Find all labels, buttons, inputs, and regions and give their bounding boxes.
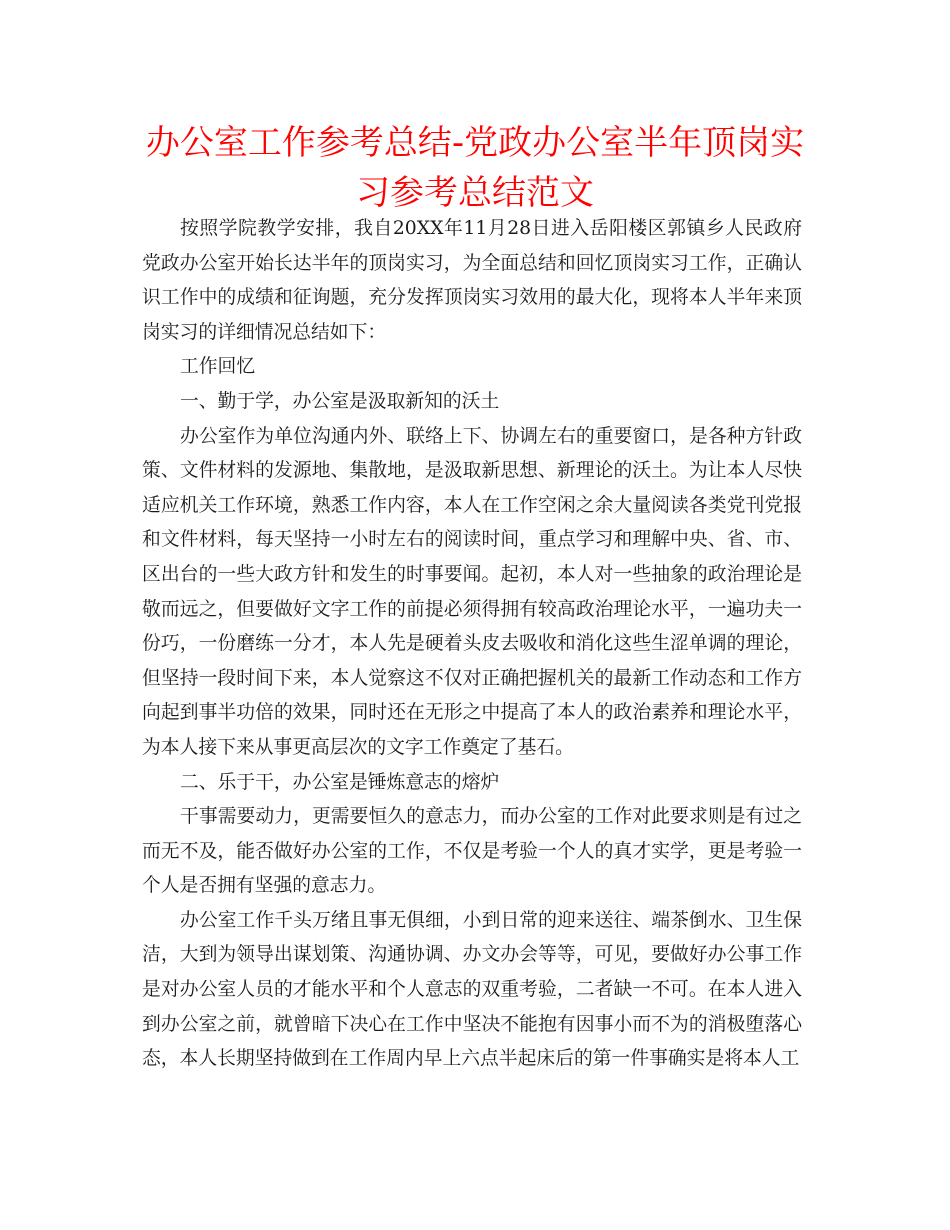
document-title: 办公室工作参考总结-党政办公室半年顶岗实习参考总结范文 xyxy=(145,123,805,213)
paragraph: 干事需要动力，更需要恒久的意志力，而办公室的工作对此要求则是有过之而无不及，能否做好办公室的工作，不仅是考验一个人的真才实学，更是考验一个人是否拥有坚强的意志力。 xyxy=(142,806,802,897)
paragraph: 办公室工作千头万绪且事无俱细，小到日常的迎来送往、端茶倒水、卫生保洁，大到为领导出谋划策、沟通协调、办文办会等等，可见，要做好办公事工作是对办公室人员的才能水平和个人意志的双重考验，二者缺一不可。在本人进入到办公室之前，就曾暗下决心在工作中坚决不能抱有因事小而不为的消极堕落心态，本人长期坚持做到在工作周内早上六点半起床后的第一件事确实是将本人工 xyxy=(142,909,802,1070)
paragraph: 办公室作为单位沟通内外、联络上下、协调左右的重要窗口，是各种方针政策、文件材料的发源地、集散地，是汲取新思想、新理论的沃土。为让本人尽快适应机关工作环境，熟悉工作内容，本人在工作空闲之余大量阅读各类党刊党报和文件材料，每天坚持一小时左右的阅读时间，重点学习和理解中央、省、市、区出台的一些大政方针和发生的时事要闻。起初，本人对一些抽象的政治理论是敬而远之，但要做好文字工作的前提必须得拥有较高政治理论水平，一遍功夫一份巧，一份磨练一分才，本人先是硬着头皮去吸收和消化这些生涩单调的理论，但坚持一段时间下来，本人觉察这不仅对正确把握机关的最新工作动态和工作方向起到事半功倍的效果，同时还在无形之中提高了本人的政治素养和理论水平，为本人接下来从事更高层次的文字工作奠定了基石。 xyxy=(142,425,802,758)
section-heading: 一、勤于学，办公室是汲取新知的沃土 xyxy=(180,390,500,412)
paragraph: 按照学院教学安排，我自20XX年11月28日进入岳阳楼区郭镇乡人民政府党政办公室开始长达半年的顶岗实习，为全面总结和回忆顶岗实习工作，正确认识工作中的成绩和征询题，充分发挥顶岗实习效用的最大化，现将本人半年来顶岗实习的详细情况总结如下： xyxy=(142,218,802,343)
document-body xyxy=(142,212,802,1077)
section-heading: 工作回忆 xyxy=(180,356,256,378)
section-heading: 二、乐于干，办公室是锤炼意志的熔炉 xyxy=(180,771,500,793)
